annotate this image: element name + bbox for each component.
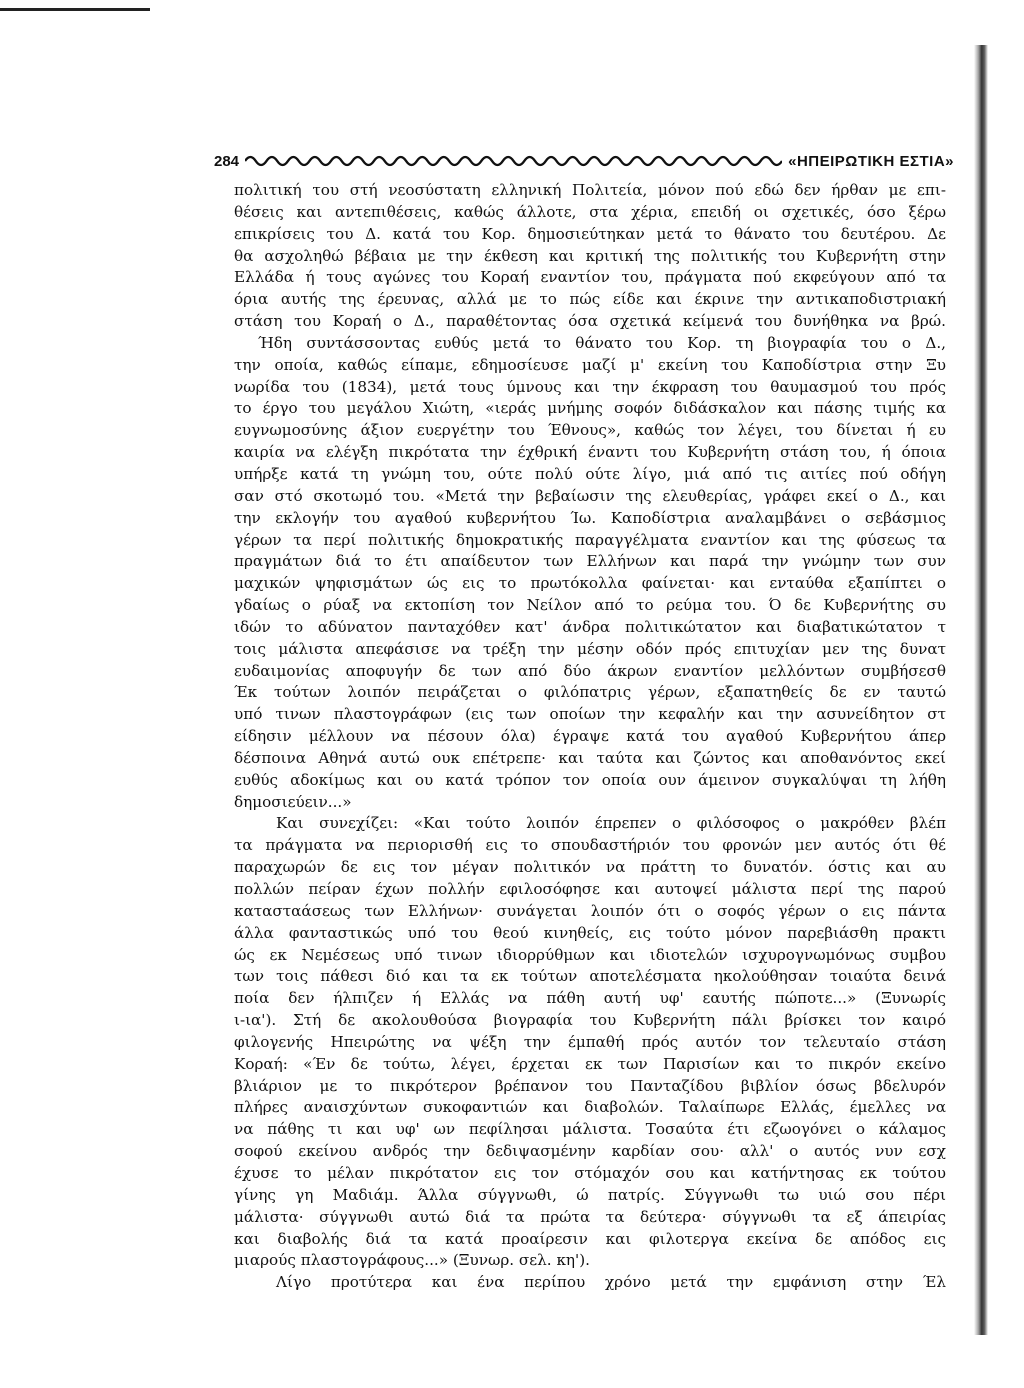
header-wave-ornament <box>245 153 782 169</box>
text-line: των τοις πάθεσι διό και τα εκ τούτων αποτελέσματα ηκολούθησαν τοιαύτα δεινά <box>234 967 946 986</box>
text-line: άλλα φανταστικώς υπό του θεού κινηθείς, εις τούτο μόνον παρεβιάσθη πρακτι <box>234 923 946 942</box>
text-line: πραγμάτων διά το έτι απαίδευτον των Ελλήνων και παρά την γνώμην των συν <box>234 552 946 571</box>
text-line: δέσποινα Αθηνά αυτώ ουκ επέτρεπε· και ταύτα και ζώντος και αποθανόντος εκεί <box>234 748 946 767</box>
text-line: δημοσιεύειν...» <box>234 792 352 811</box>
text-line: καιρία να ελέγξη πικρότατα την έχθρική έναντι του Κυβερνήτη στάση του, ή όποια <box>234 443 946 462</box>
text-line: να πάθης τι και υφ' ων πεφίλησαι μάλιστα. Τοσαύτα έτι εζωογόνει ο κάλαμος <box>234 1120 946 1139</box>
text-line: μαχικών ψηφισμάτων ώς εις το πρωτόκολλα φαίνεται· και ενταύθα εξαπίπτει ο <box>234 574 946 593</box>
text-line: Ελλάδα ή τους αγώνες του Κοραή εναντίον του, πράγματα πού εκφεύγουν από τα <box>234 268 946 287</box>
page-number: 284 <box>214 152 240 170</box>
text-line: ευδαιμονίας αποφυγήν δε των από δύο άκρων εναντίον μελλόντων συμβήσεσθ <box>234 661 946 680</box>
text-line: τοις μάλιστα απεφάσισε να τρέξη την μέσην οδόν πρός επιτυχίαν μεν της δυνατ <box>234 639 946 658</box>
running-head: «ΗΠΕΙΡΩΤΙΚΗ ΕΣΤΙΑ» <box>788 152 954 170</box>
text-line: νωρίδα του (1834), μετά τους ύμνους και την έκφραση του θαυμασμού του πρός <box>234 377 946 396</box>
text-line: Κοραή: «Έν δε τούτω, λέγει, έρχεται εκ των Παρισίων και το πικρόν εκείνο <box>234 1054 946 1073</box>
text-line: μάλιστα· σύγγνωθι αυτώ διά τα πρώτα τα δεύτερα· σύγγνωθι τα εξ άπειρίας <box>234 1207 946 1226</box>
text-line: πολιτική του στή νεοσύστατη ελληνική Πολιτεία, μόνον πού εδώ δεν ήρθαν με επι- <box>234 181 946 199</box>
text-line: γδαίως ο ρύαξ να εκτοπίση τον Νείλον από το ρεύμα του. Ό δε Κυβερνήτης συ <box>234 596 946 615</box>
text-line: ι-ια'). Στή δε ακολουθούσα βιογραφία του Κυβερνήτη πάλι βρίσκει τον καιρό <box>234 1011 946 1030</box>
text-line: σαν στό σκοτωμό του. «Μετά την βεβαίωσιν της ελευθερίας, γράφει εκεί ο Δ., και <box>234 486 946 505</box>
text-line: υπό τινων πλαστογράφων (εις των οποίων την κεφαλήν και την ασυνείδητον στ <box>234 705 946 724</box>
text-line: ευγνωμοσύνης άξιον ευεργέτην του Έθνους», καθώς τον λέγει, του δίνεται ή ευ <box>234 421 946 440</box>
body-text <box>234 180 946 1294</box>
text-line: θέσεις και αντεπιθέσεις, καθώς άλλοτε, στα χέρια, επειδή οι σχετικές, όσο ξέρω <box>234 202 946 221</box>
text-line: και διαβολής διά τα κατά προαίρεσιν και φιλοτεργα εκείνα δε απόδος εις <box>234 1229 946 1248</box>
text-line: στάση του Κοραή ο Δ., παραθέτοντας όσα σχετικά κείμενά του δυνήθηκα να βρώ. <box>234 312 946 331</box>
text-line: πλήρες αναισχύντων συκοφαντιών και διαβολών. Ταλαίπωρε Ελλάς, έμελλες να <box>234 1098 946 1117</box>
text-line: ιδών το αδύνατον πανταχόθεν κατ' άνδρα πολιτικώτατον και διαβατικώτατον τ <box>234 617 946 636</box>
text-line: φιλογενής Ηπειρώτης να ψέξη την έμπαθή πρός αυτόν τον τελευταίο στάση <box>234 1032 946 1051</box>
text-line: υπήρξε κατά τη γνώμη του, ούτε πολύ ούτε λίγο, μιά από τις αιτίες πού οδήγη <box>234 464 946 483</box>
text-line: όρια αυτής της έρευνας, αλλά με το πώς είδε και έκρινε την αντικαποδιστριακή <box>234 290 946 309</box>
text-line: την οποία, καθώς είπαμε, εδημοσίευσε μαζί μ' εκείνη του Καποδίστρια στην Ξυ <box>234 355 946 374</box>
text-line: παραχωρών δε εις τον μέγαν πολιτικόν να πράττη το δυνατόν. όστις και αυ <box>234 858 946 877</box>
text-line: γέρων τα περί πολιτικής δημοκρατικής παραγγέλματα εναντίον και της φύσεως τα <box>234 530 946 549</box>
text-line: βλιάριον με το πικρότερον βρέπανον του Πανταζίδου βιβλίον όσως βδελυρόν <box>234 1076 946 1095</box>
text-line: πολλών πείραν έχων πολλήν εφιλοσόφησε και αυτοψεί μάλιστα περί της παρού <box>234 880 946 898</box>
text-line: σοφού εκείνου ανδρός την δεδιψασμένην καρδίαν σου· αλλ' ο αυτός νυν εσχ <box>234 1142 946 1161</box>
text-line: Ήδη συντάσσοντας ευθύς μετά το θάνατο του Κορ. τη βιογραφία του ο Δ., <box>258 333 946 352</box>
page-spine-shadow <box>974 45 988 1335</box>
text-line: Και συνεχίζει: «Και τούτο λοιπόν έπρεπεν ο φιλόσοφος ο μακρόθεν βλέπ <box>276 814 946 833</box>
text-line: ώς εκ Νεμέσεως υπό τινων ιδιορρύθμων και ιδιοτελών ισχυρογνωμόνως συμβου <box>234 945 946 964</box>
text-line: τα πράγματα να περιορισθή εις το σπουδαστήριόν του φρονών μεν αυτός ότι θέ <box>234 836 946 855</box>
text-line: μιαρούς πλαστογράφους...» (Ξυνωρ. σελ. κη'). <box>234 1251 590 1270</box>
text-line: ευθύς αδοκίμως και ου κατά τρόπον τον οποία ουν άμεινον συγκαλύψαι τη λήθη <box>234 770 946 789</box>
text-line: την εκλογήν του αγαθού κυβερνήτου Ίω. Καποδίστρια αναλαμβάνει ο σεβάσμιος <box>234 508 946 527</box>
text-line: είδησιν μέλλουν να πέσουν όλα) έγραψε κατά του αγαθού Κυβερνήτου άπερ <box>234 727 946 746</box>
text-line: έχυσε το μέλαν πικρότατον εις τον στόμαχόν σου και κατήντησας εκ τούτου <box>234 1163 946 1182</box>
text-line: θα ασχοληθώ βέβαια με την έκθεση και κριτική της πολιτικής του Κυβερνήτη στην <box>234 246 946 265</box>
text-line: ποία δεν ήλπιζεν ή Ελλάς να πάθη αυτή υφ' εαυτής πώποτε...» (Ξυνωρίς <box>234 989 946 1008</box>
text-line: Έκ τούτων λοιπόν πειράζεται ο φιλόπατρις γέρων, εξαπατηθείς δε εν ταυτώ <box>234 683 946 702</box>
text-line: το έργο του μεγάλου Χιώτη, «ιεράς μνήμης σοφόν διδάσκαλον και πάσης τιμής κα <box>234 399 946 418</box>
text-line: γίνης γη Μαδιάμ. Άλλα σύγγνωθι, ώ πατρίς. Σύγγνωθι τω υιώ σου πέρι <box>234 1185 946 1204</box>
top-rule <box>0 8 150 11</box>
page-header <box>214 146 954 176</box>
text-line: Λίγο προτύτερα και ένα περίπου χρόνο μετά την εμφάνιση στην Έλ <box>276 1273 946 1292</box>
text-line: επικρίσεις του Δ. κατά του Κορ. δημοσιεύτηκαν μετά το θάνατο του δευτέρου. Δε <box>234 224 946 243</box>
text-line: κατασταάσεως των Ελλήνων· συνάγεται λοιπόν ότι ο σοφός γέρων ο εις πάντα <box>234 901 946 920</box>
